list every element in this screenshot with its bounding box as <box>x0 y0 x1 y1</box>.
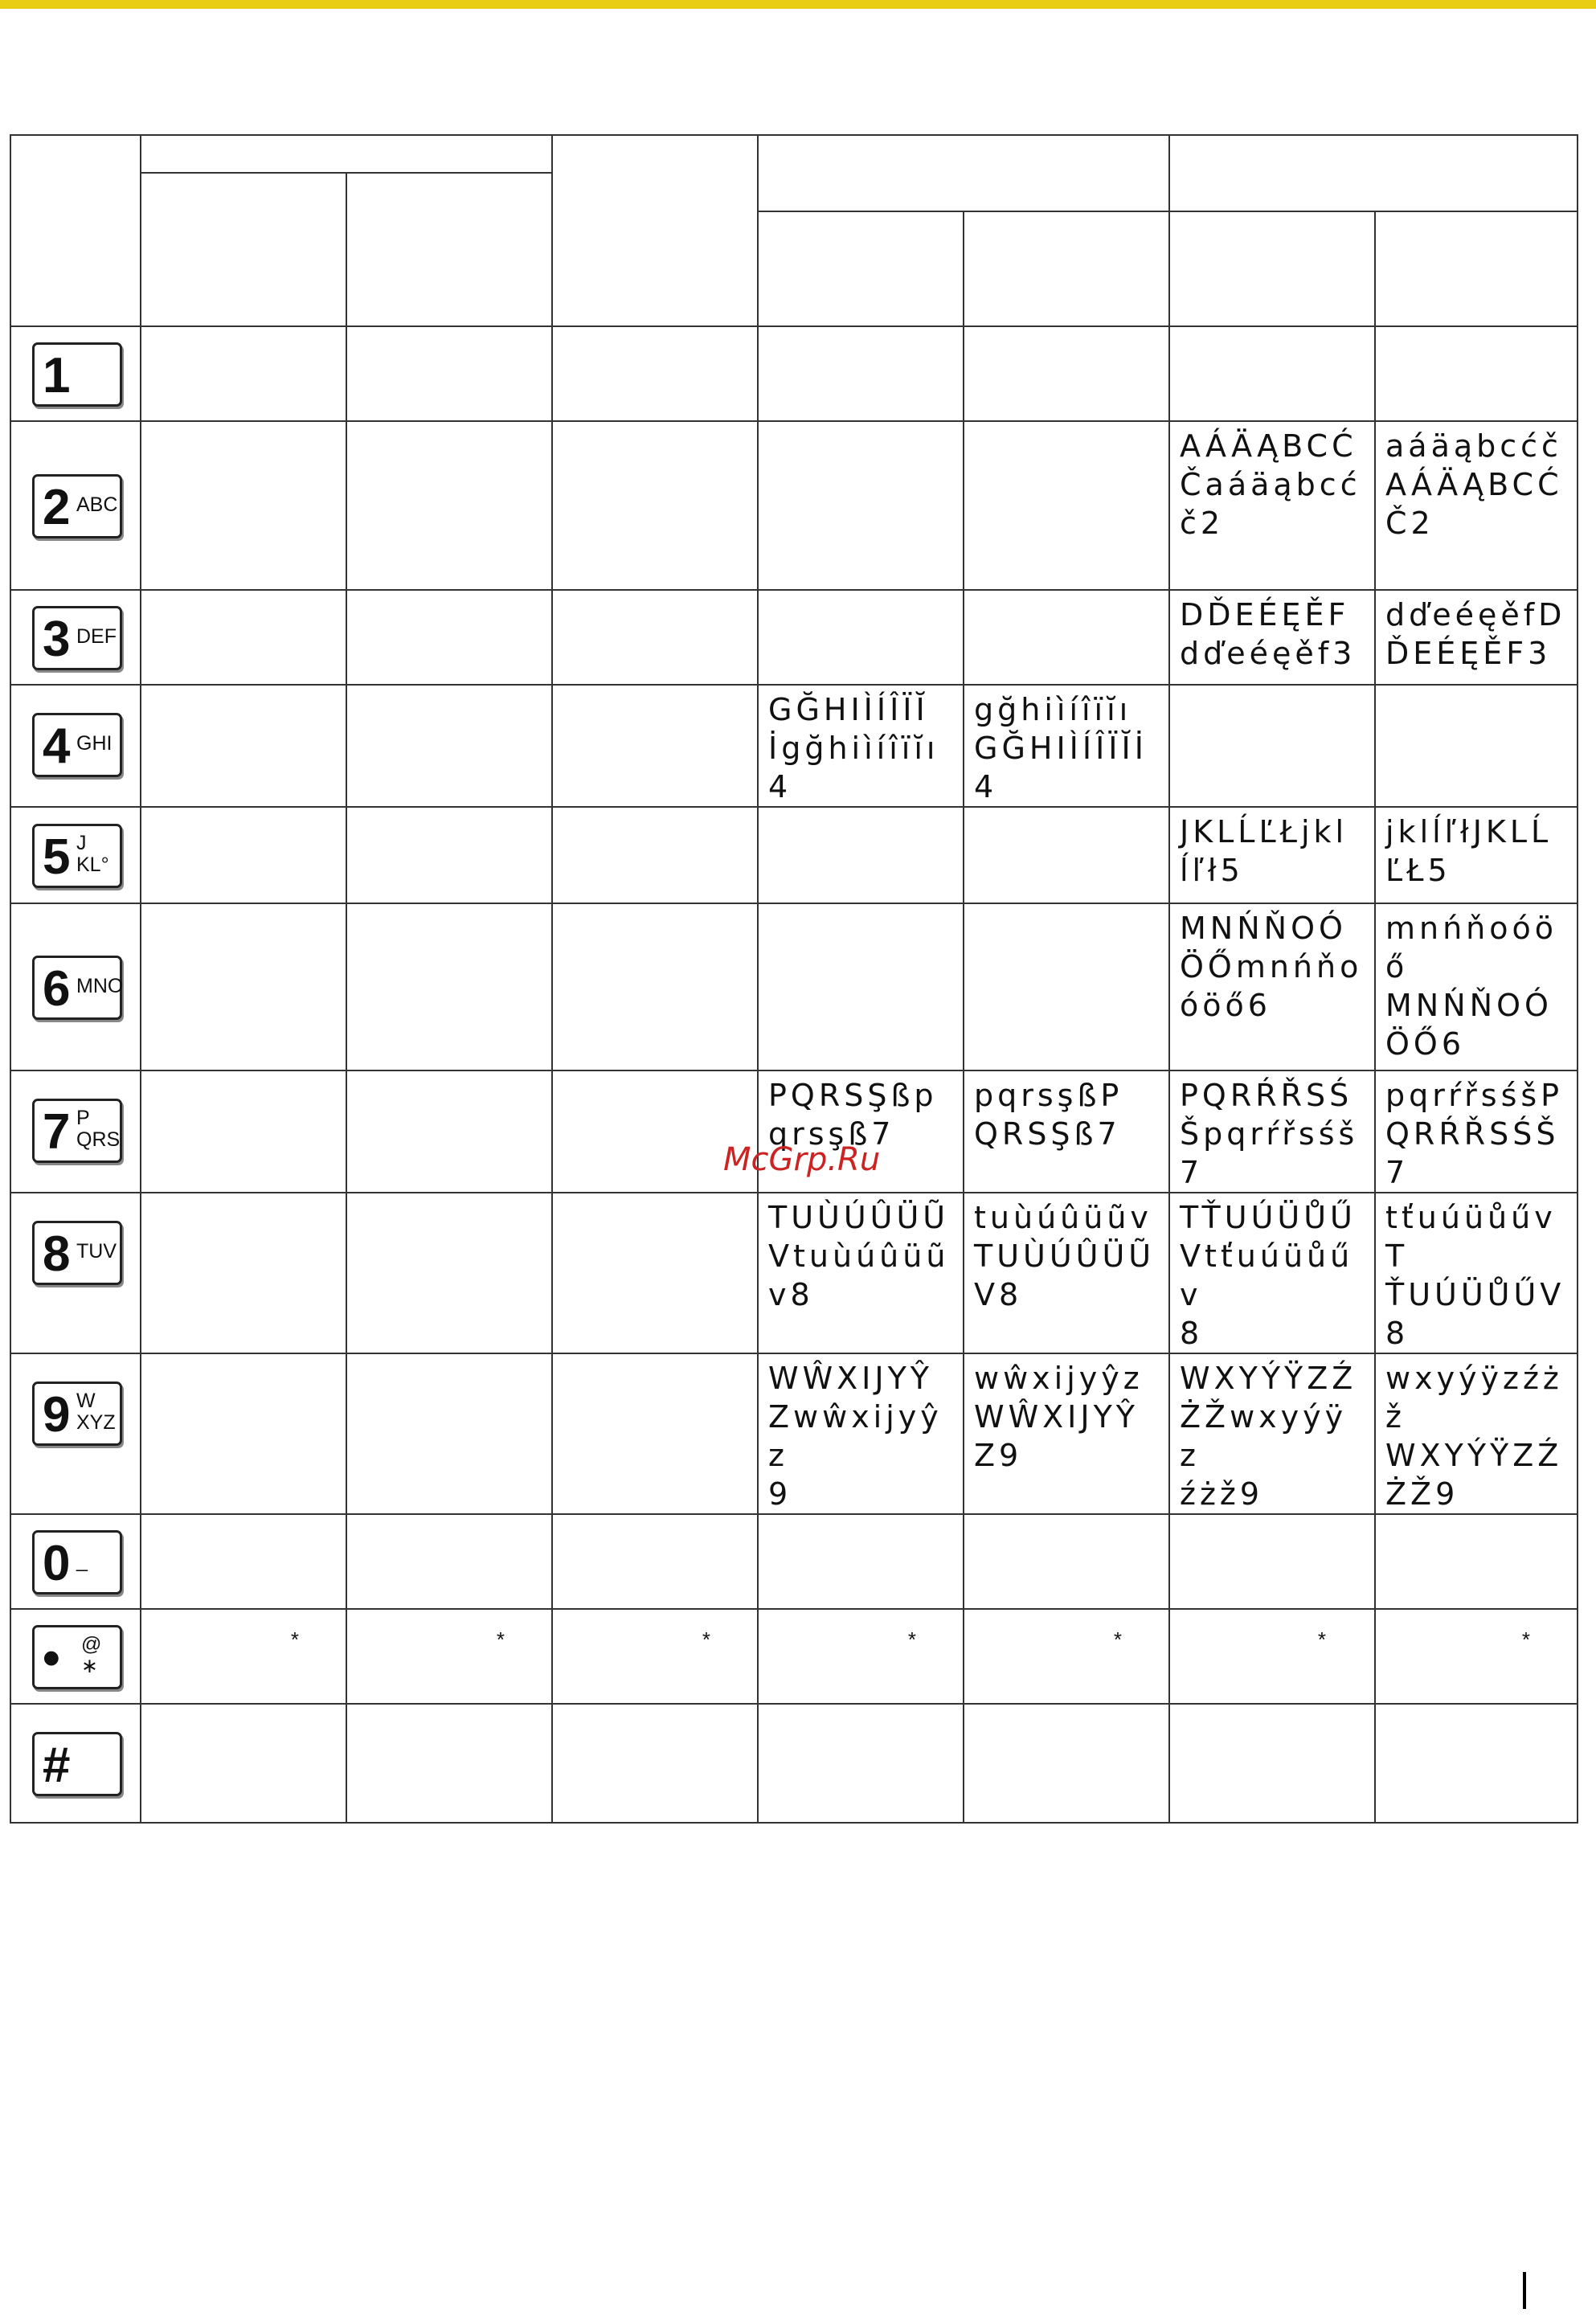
char-cell-r10-c2 <box>141 1514 346 1609</box>
char-cell-r9-c6 <box>964 1353 1169 1514</box>
header-group-1 <box>141 135 552 173</box>
char-cell-r5-c3 <box>346 807 552 903</box>
char-list: PQRSŞßp qrsşß7 <box>768 1078 938 1152</box>
char-list: wxyýÿzźżž WXYÝŸZŹ ŻŽ9 <box>1385 1361 1563 1512</box>
char-list: PQRŔŘSŚ Špqrŕřsśš 7 <box>1180 1078 1359 1190</box>
char-cell-r8-c2 <box>141 1193 346 1353</box>
char-cell-r3-c7 <box>1169 590 1375 685</box>
char-cell-r1-c4 <box>552 326 758 421</box>
char-cell-r10-c8 <box>1375 1514 1578 1609</box>
key-row-6 <box>10 903 1578 1070</box>
char-cell-r11-c8 <box>1375 1609 1578 1704</box>
key-row-5 <box>10 807 1578 903</box>
key-row-9 <box>10 1353 1578 1514</box>
char-list: MNŃŇOÓ ÖŐmnńňo óöő6 <box>1180 911 1363 1023</box>
header-col-3 <box>552 135 758 326</box>
char-cell-r1-c8 <box>1375 326 1578 421</box>
char-cell-r2-c8 <box>1375 421 1578 590</box>
char-cell-r12-c3 <box>346 1704 552 1823</box>
key-7-icon <box>32 1099 122 1163</box>
char-list: tťuúüůűvT ŤUÚÜŮŰV 8 <box>1385 1200 1565 1351</box>
header-col-4 <box>758 211 964 326</box>
char-cell-r8-c3 <box>346 1193 552 1353</box>
key-number: 7 <box>43 1104 71 1160</box>
page-edge-mark <box>1523 2272 1526 2309</box>
char-cell-r4-c7 <box>1169 685 1375 807</box>
char-cell-r11-c4 <box>552 1609 758 1704</box>
char-cell-r4-c6 <box>964 685 1169 807</box>
key-letters: TUV <box>76 1240 117 1263</box>
char-list: JKLĹĽŁjkl ĺľł5 <box>1180 814 1348 888</box>
char-list: tuùúûüũv TUÙÚÛÜŨ V8 <box>974 1200 1156 1312</box>
char-cell-r12-c2 <box>141 1704 346 1823</box>
char-cell-r12-c8 <box>1375 1704 1578 1823</box>
char-list: jklĺľłJKLĹ ĽŁ5 <box>1385 814 1553 888</box>
key-number: 1 <box>43 348 71 403</box>
char-cell-r11-c2 <box>141 1609 346 1704</box>
key-number: 4 <box>43 718 71 774</box>
char-list: aáäąbcćč AÁÄĄBCĆ Č2 <box>1385 428 1563 541</box>
key-number: 6 <box>43 961 71 1017</box>
key-row-hash <box>10 1704 1578 1823</box>
char-cell-r2-c5 <box>758 421 964 590</box>
char-cell-r1-c6 <box>964 326 1169 421</box>
char-cell-r10-c7 <box>1169 1514 1375 1609</box>
char-cell-r11-c7 <box>1169 1609 1375 1704</box>
key-cell-3 <box>10 590 141 685</box>
key-1-icon <box>32 342 122 407</box>
char-cell-r11-c6 <box>964 1609 1169 1704</box>
char-cell-r1-c7 <box>1169 326 1375 421</box>
key-number: # <box>43 1738 71 1793</box>
key-cell-4 <box>10 685 141 807</box>
key-cell-2 <box>10 421 141 590</box>
char-cell-r3-c2 <box>141 590 346 685</box>
char-cell-r4-c3 <box>346 685 552 807</box>
char-cell-r4-c5 <box>758 685 964 807</box>
char-list: dďeéęěfD ĎEÉĘĚF3 <box>1385 597 1566 671</box>
key-cell-0 <box>10 1514 141 1609</box>
char-cell-r8-c8 <box>1375 1193 1578 1353</box>
key-letters: J KL° <box>76 832 109 876</box>
char-cell-r6-c8 <box>1375 903 1578 1070</box>
char-list: TUÙÚÛÜŨ Vtuùúûüũ v8 <box>768 1200 950 1312</box>
char-list: DĎEÉĘĚF dďeéęěf3 <box>1180 597 1357 671</box>
char-cell-r7-c6 <box>964 1070 1169 1193</box>
char-list: GĞHIÌÍÎÏĬ İgğhiìíîïĭı 4 <box>768 692 939 804</box>
header-col-1 <box>141 173 346 326</box>
key-letters: ABC <box>76 493 118 516</box>
char-cell-r7-c7 <box>1169 1070 1375 1193</box>
key-letters: W XYZ <box>76 1390 116 1434</box>
char-cell-r6-c6 <box>964 903 1169 1070</box>
key-2-icon <box>32 474 122 538</box>
key-number: 5 <box>43 829 71 885</box>
header-col-5 <box>964 211 1169 326</box>
char-cell-r5-c2 <box>141 807 346 903</box>
header-key-cell <box>10 135 141 326</box>
key-4-icon <box>32 713 122 777</box>
char-list: WŴXIJYŶ Zwŵxijyŷz 9 <box>768 1361 943 1512</box>
char-list: wŵxijyŷz WŴXIJYŶ Z9 <box>974 1361 1144 1473</box>
char-cell-r8-c4 <box>552 1193 758 1353</box>
key-number: 8 <box>43 1226 71 1282</box>
key-6-icon <box>32 956 122 1020</box>
char-cell-r5-c7 <box>1169 807 1375 903</box>
key-9-icon <box>32 1382 122 1446</box>
char-cell-r9-c5 <box>758 1353 964 1514</box>
char-list: TŤUÚÜŮŰ Vtťuúüůűv 8 <box>1180 1200 1357 1351</box>
key-0-icon <box>32 1530 122 1594</box>
char-cell-r9-c3 <box>346 1353 552 1514</box>
key-hash-icon <box>32 1732 122 1796</box>
key-letters: P QRS <box>76 1107 121 1151</box>
char-cell-r7-c8 <box>1375 1070 1578 1193</box>
key-cell-8 <box>10 1193 141 1353</box>
key-letters: DEF <box>76 625 117 648</box>
key-cell-9 <box>10 1353 141 1514</box>
char-cell-r6-c5 <box>758 903 964 1070</box>
key-star-icon <box>32 1625 122 1689</box>
char-cell-r2-c4 <box>552 421 758 590</box>
char-cell-r4-c8 <box>1375 685 1578 807</box>
char-cell-r10-c5 <box>758 1514 964 1609</box>
char-cell-r10-c3 <box>346 1514 552 1609</box>
char-cell-r10-c4 <box>552 1514 758 1609</box>
char-cell-r7-c3 <box>346 1070 552 1193</box>
char-cell-r8-c7 <box>1169 1193 1375 1353</box>
char-cell-r6-c3 <box>346 903 552 1070</box>
key-cell-1 <box>10 326 141 421</box>
asterisk-mark: * <box>290 1627 299 1652</box>
char-cell-r1-c5 <box>758 326 964 421</box>
key-cell-hash <box>10 1704 141 1823</box>
asterisk-mark: * <box>702 1627 710 1652</box>
char-cell-r12-c5 <box>758 1704 964 1823</box>
character-table <box>10 134 1578 1824</box>
key-number: 9 <box>43 1387 71 1443</box>
asterisk-mark: * <box>1113 1627 1122 1652</box>
char-cell-r12-c7 <box>1169 1704 1375 1823</box>
char-cell-r5-c4 <box>552 807 758 903</box>
char-cell-r3-c4 <box>552 590 758 685</box>
char-cell-r3-c6 <box>964 590 1169 685</box>
char-cell-r9-c2 <box>141 1353 346 1514</box>
char-cell-r2-c2 <box>141 421 346 590</box>
key-letters: MNO <box>76 975 124 997</box>
char-cell-r6-c7 <box>1169 903 1375 1070</box>
char-list: gğhiìíîïĭı GĞHIÌÍÎÏĬİ 4 <box>974 692 1148 804</box>
char-cell-r3-c5 <box>758 590 964 685</box>
char-cell-r9-c7 <box>1169 1353 1375 1514</box>
header-group-2 <box>758 135 1169 211</box>
key-row-1 <box>10 326 1578 421</box>
char-cell-r6-c2 <box>141 903 346 1070</box>
key-cell-5 <box>10 807 141 903</box>
key-cell-star <box>10 1609 141 1704</box>
char-cell-r8-c6 <box>964 1193 1169 1353</box>
asterisk-mark: * <box>907 1627 916 1652</box>
char-cell-r10-c6 <box>964 1514 1169 1609</box>
char-cell-r1-c3 <box>346 326 552 421</box>
char-cell-r3-c3 <box>346 590 552 685</box>
char-cell-r2-c6 <box>964 421 1169 590</box>
key-row-star <box>10 1609 1578 1704</box>
header-col-7 <box>1375 211 1578 326</box>
key-5-icon <box>32 824 122 888</box>
key-number: • <box>43 1631 60 1686</box>
asterisk-mark: * <box>1317 1627 1326 1652</box>
watermark: McGrp.Ru <box>723 1141 881 1178</box>
char-cell-r11-c3 <box>346 1609 552 1704</box>
header-group-3 <box>1169 135 1578 211</box>
char-cell-r12-c4 <box>552 1704 758 1823</box>
asterisk-mark: * <box>1521 1627 1530 1652</box>
key-row-4 <box>10 685 1578 807</box>
header-col-6 <box>1169 211 1375 326</box>
char-cell-r4-c4 <box>552 685 758 807</box>
char-list: pqrŕřsśšP QRŔŘSŚŠ 7 <box>1385 1078 1564 1190</box>
top-accent-bar <box>0 0 1596 9</box>
char-cell-r6-c4 <box>552 903 758 1070</box>
char-cell-r7-c2 <box>141 1070 346 1193</box>
char-list: pqrsşßP QRSŞß7 <box>974 1078 1123 1152</box>
char-cell-r4-c2 <box>141 685 346 807</box>
char-cell-r5-c6 <box>964 807 1169 903</box>
char-list: mnńňoóöő MNŃŇOÓ ÖŐ6 <box>1385 911 1558 1062</box>
char-cell-r9-c4 <box>552 1353 758 1514</box>
key-row-2 <box>10 421 1578 590</box>
char-cell-r11-c5 <box>758 1609 964 1704</box>
key-cell-7 <box>10 1070 141 1193</box>
char-cell-r9-c8 <box>1375 1353 1578 1514</box>
key-number: 3 <box>43 612 71 667</box>
key-row-8 <box>10 1193 1578 1353</box>
char-cell-r3-c8 <box>1375 590 1578 685</box>
char-cell-r1-c2 <box>141 326 346 421</box>
char-cell-r5-c8 <box>1375 807 1578 903</box>
key-number: 2 <box>43 480 71 535</box>
key-letters: @ ∗ <box>81 1633 102 1677</box>
key-row-0 <box>10 1514 1578 1609</box>
key-3-icon <box>32 606 122 670</box>
header-col-2 <box>346 173 552 326</box>
asterisk-mark: * <box>496 1627 505 1652</box>
key-letters: _ <box>76 1549 88 1572</box>
key-number: 0 <box>43 1536 71 1591</box>
char-cell-r5-c5 <box>758 807 964 903</box>
key-letters: GHI <box>76 732 113 755</box>
char-cell-r2-c7 <box>1169 421 1375 590</box>
key-row-3 <box>10 590 1578 685</box>
key-cell-6 <box>10 903 141 1070</box>
char-list: AÁÄĄBCĆ Čaáäąbcć č2 <box>1180 428 1361 541</box>
char-cell-r12-c6 <box>964 1704 1169 1823</box>
key-8-icon <box>32 1221 122 1285</box>
char-cell-r8-c5 <box>758 1193 964 1353</box>
char-list: WXYÝŸZŹ ŻŽwxyýÿz źżž9 <box>1180 1361 1357 1512</box>
char-cell-r2-c3 <box>346 421 552 590</box>
